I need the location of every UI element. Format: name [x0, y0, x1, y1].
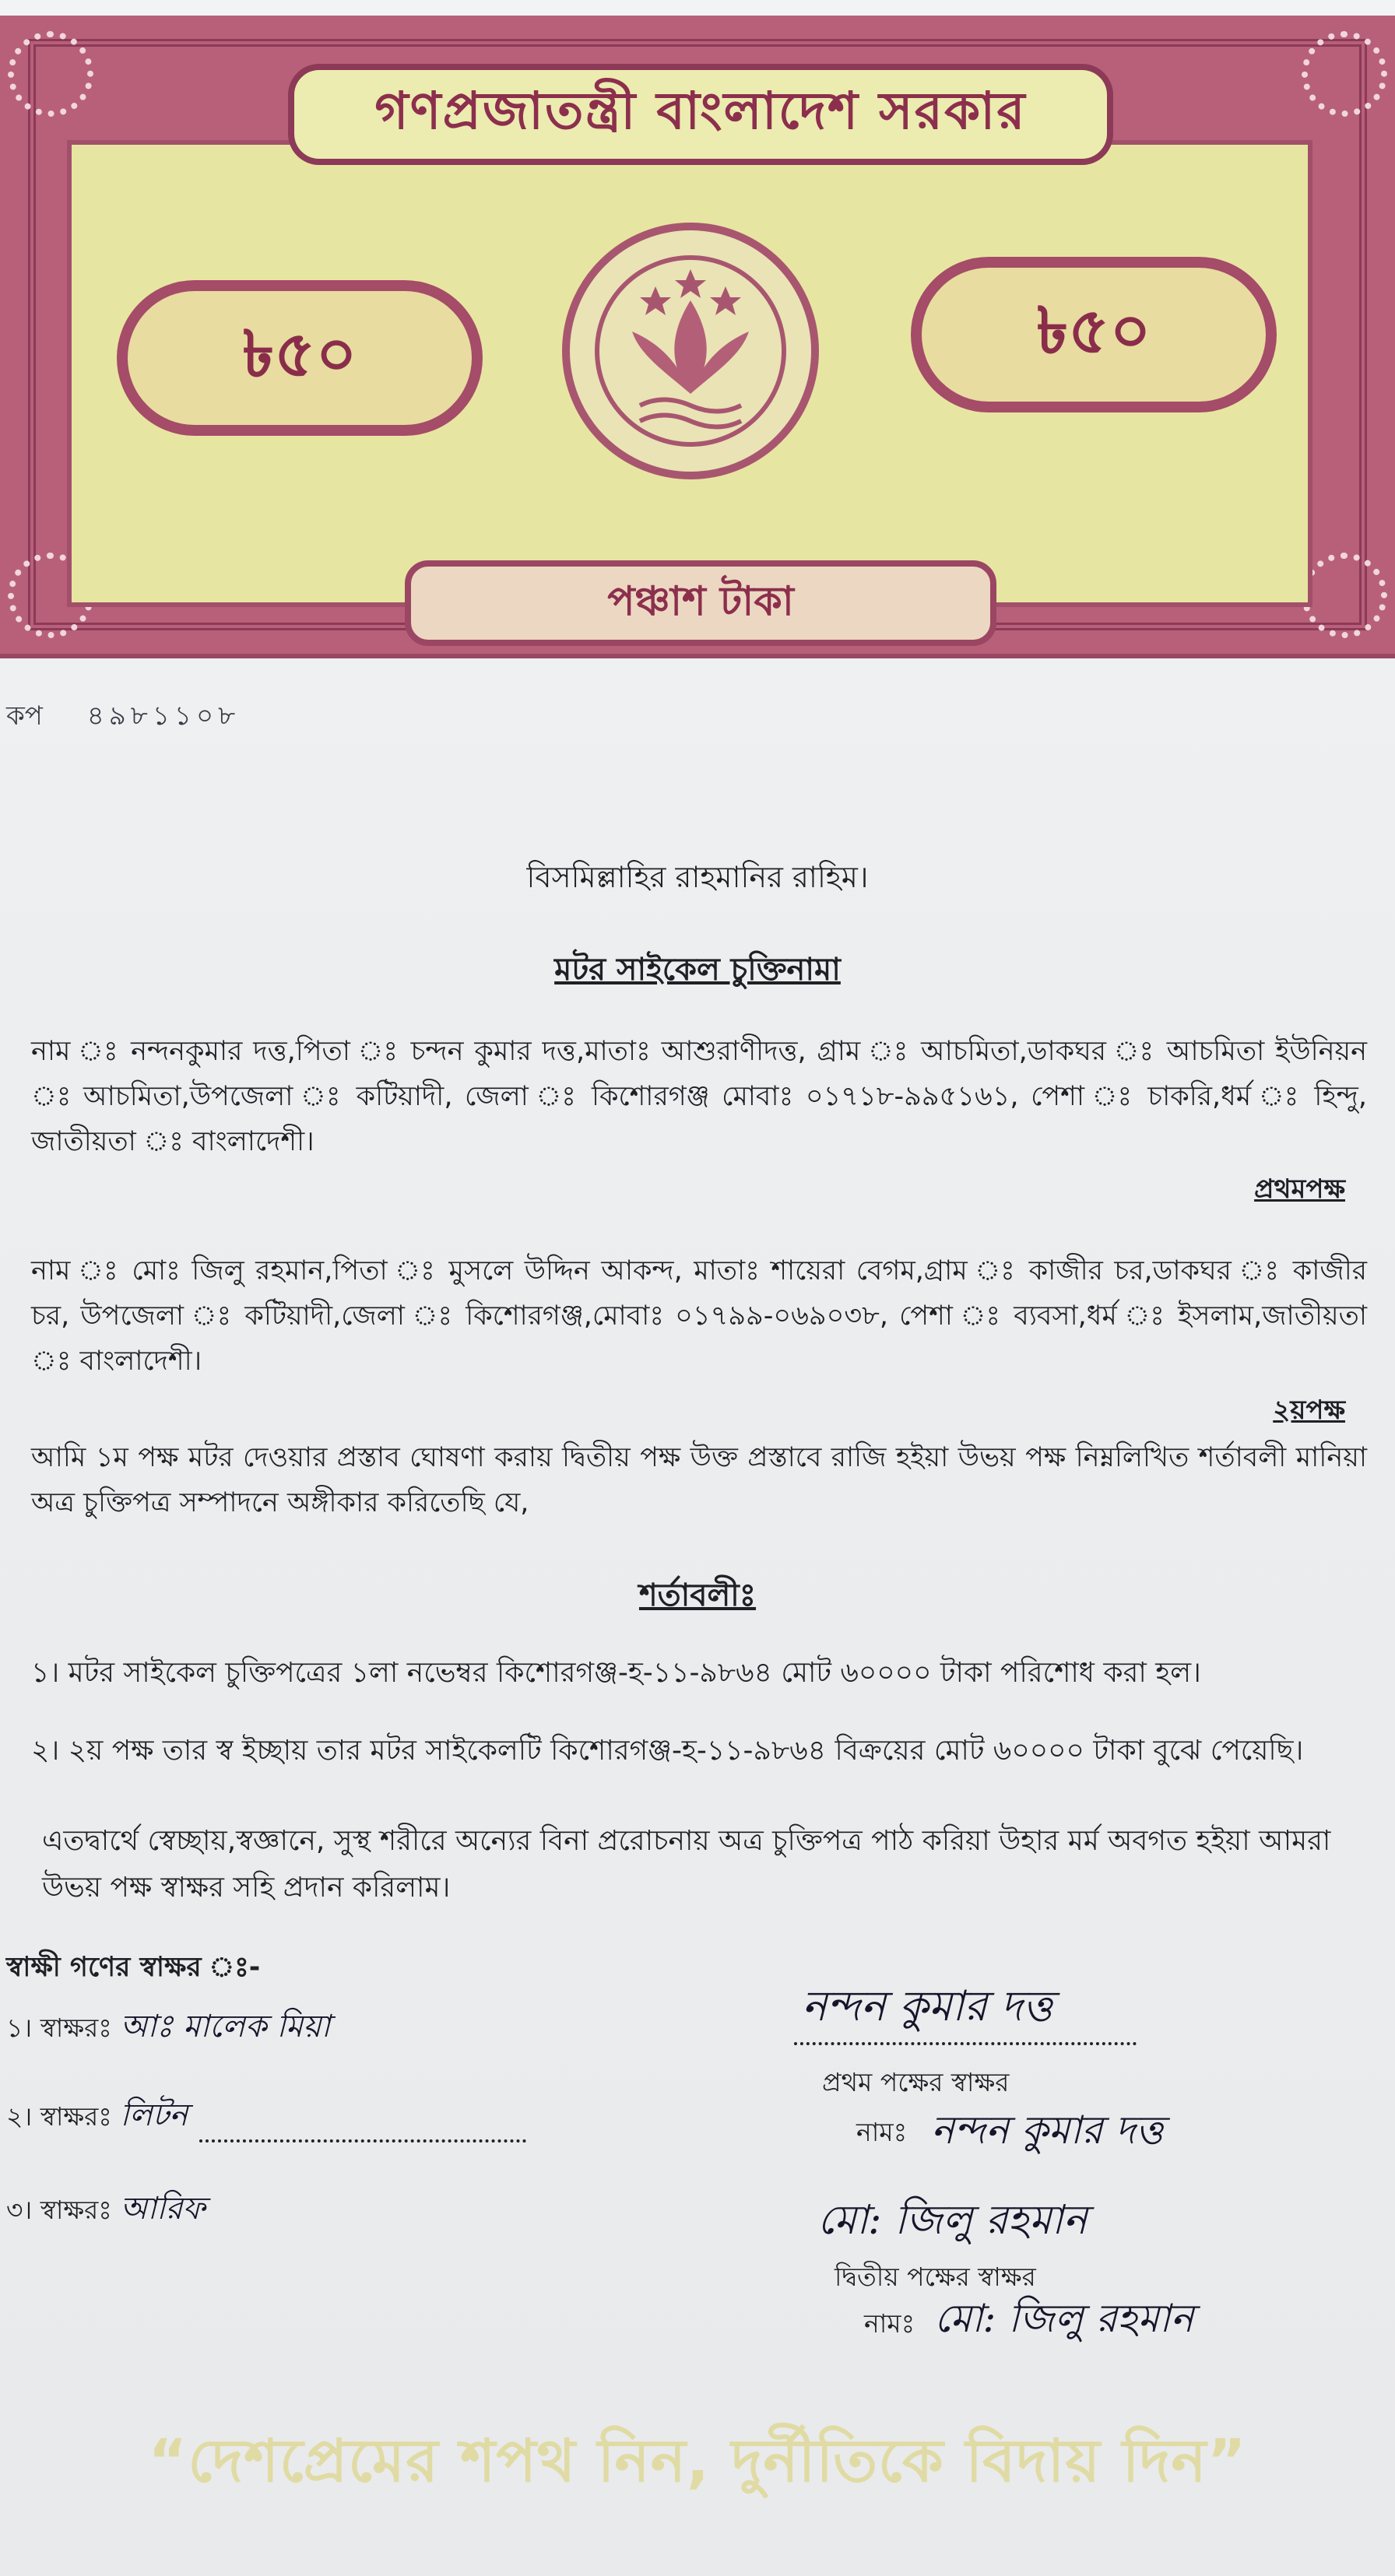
bismillah: বিসমিল্লাহির রাহমানির রাহিম। [526, 860, 869, 894]
witness-label: ১। স্বাক্ষরঃ [6, 2013, 112, 2043]
witness-heading: স্বাক্ষী গণের স্বাক্ষর ঃ- [6, 1952, 261, 1983]
agreement-intro: আমি ১ম পক্ষ মটর দেওয়ার প্রস্তাব ঘোষণা করায় দ্বিতীয় পক্ষ উক্ত প্রস্তাবে রাজি হইয়া উভয় পক্ষ নিম্নলিখিত শর্তাবলী মানিয়া অত্র চুক্তিপত্র সম্পাদনে অঙ্গীকার করিতেছি যে, [31, 1442, 1367, 1518]
witness-signature: আরিফ [120, 2191, 206, 2227]
stamp-denomination: পঞ্চাশ টাকা [405, 560, 996, 646]
first-party-label: প্রথমপক্ষ [1254, 1174, 1345, 1205]
second-party-label: ২য়পক্ষ [1273, 1395, 1345, 1426]
stamp-value-left: ৳৫০ [117, 280, 483, 436]
witness-line [6, 2002, 330, 2054]
anti-corruption-motto: “দেশপ্রেমের শপথ নিন, দুর্নীতিকে বিদায় দিন” [148, 2426, 1247, 2495]
national-emblem-icon [562, 223, 819, 479]
terms-heading [0, 1571, 1395, 1623]
serial-number: ৪৯৮১১০৮ [86, 700, 241, 732]
stamp-value-right: ৳৫০ [911, 257, 1277, 412]
witness-label: ২। স্বাক্ষরঃ [6, 2101, 112, 2132]
document-title-text: মটর সাইকেল চুক্তিনামা [554, 952, 841, 988]
corner-ornament-icon [1302, 553, 1387, 638]
first-party-name-signature: নন্দন কুমার দত্ত [931, 2107, 1164, 2153]
term-item: ১। মটর সাইকেল চুক্তিপত্রের ১লা নভেম্বর কিশোরগঞ্জ-হ-১১-৯৮৬৪ মোট ৬০০০০ টাকা পরিশোধ করা হল। [31, 1657, 1201, 1689]
witness-label: ৩। স্বাক্ষরঃ [6, 2195, 112, 2225]
witness-line [6, 2184, 206, 2236]
second-party-details: নাম ঃ মোঃ জিলু রহমান,পিতা ঃ মুসলে উদ্দিন আকন্দ, মাতাঃ শায়েরা বেগম,গ্রাম ঃ কাজীর চর,ডাকঘর ঃ কাজীর চর, উপজেলা ঃ কটিয়াদী,জেলা ঃ কিশোরগঞ্জ,মোবাঃ ০১৭৯৯-০৬৯০৩৮, পেশা ঃ ব্যবসা,ধর্ম ঃ ইসলাম,জাতীয়তা ঃ বাংলাদেশী। [31, 1255, 1367, 1377]
first-party-sign-label: প্রথম পক্ষের স্বাক্ষর [822, 2067, 1010, 2097]
second-party-signature: মো: জিলু রহমান [817, 2197, 1088, 2244]
corner-ornament-icon [8, 31, 93, 117]
second-party-name-signature: মো: জিলু রহমান [934, 2296, 1194, 2341]
signature-dotted-line [199, 2135, 526, 2143]
term-item: ২। ২য় পক্ষ তার স্ব ইচ্ছায় তার মটর সাইকেলটি কিশোরগঞ্জ-হ-১১-৯৮৬৪ বিক্রয়ের মোট ৬০০০০ টাকা বুঝে পেয়েছি। [31, 1735, 1304, 1767]
first-party-name-label: নামঃ [856, 2117, 908, 2147]
stamp-serial [6, 696, 240, 740]
witness-signature: আঃ মালেক মিয়া [120, 2009, 331, 2044]
signature-dotted-line [794, 2042, 1137, 2045]
witness-line [6, 2090, 526, 2143]
stamp-title: গণপ্রজাতন্ত্রী বাংলাদেশ সরকার [288, 64, 1113, 165]
terms-heading-text: শর্তাবলীঃ [638, 1578, 757, 1613]
document-title [0, 945, 1395, 997]
stamp-header [0, 16, 1395, 658]
witness-signature: লিটন [120, 2097, 188, 2133]
serial-label: কপ [6, 700, 43, 732]
first-party-signature: নন্দন কুমার দত্ত [802, 1981, 1053, 2030]
corner-ornament-icon [1302, 31, 1387, 117]
first-party-details: নাম ঃ নন্দনকুমার দত্ত,পিতা ঃ চন্দন কুমার দত্ত,মাতাঃ আশুরাণীদত্ত, গ্রাম ঃ আচমিতা,ডাকঘর ঃ আচমিতা ইউনিয়ন ঃ আচমিতা,উপজেলা ঃ কটিয়াদী, জেলা ঃ কিশোরগঞ্জ মোবাঃ ০১৭১৮-৯৯৫১৬১, পেশা ঃ চাকরি,ধর্ম ঃ হিন্দু, জাতীয়তা ঃ বাংলাদেশী। [31, 1036, 1367, 1157]
second-party-name-label: নামঃ [864, 2308, 915, 2339]
second-party-sign-label: দ্বিতীয় পক্ষের স্বাক্ষর [835, 2262, 1036, 2292]
closing-statement: এতদ্বার্থে স্বেচ্ছায়,স্বজ্ঞানে, সুস্থ শরীরে অন্যের বিনা প্ররোচনায় অত্র চুক্তিপত্র পাঠ করিয়া উহার মর্ম অবগত হইয়া আমরা উভয় পক্ষ স্বাক্ষর সহি প্রদান করিলাম। [42, 1825, 1331, 1904]
